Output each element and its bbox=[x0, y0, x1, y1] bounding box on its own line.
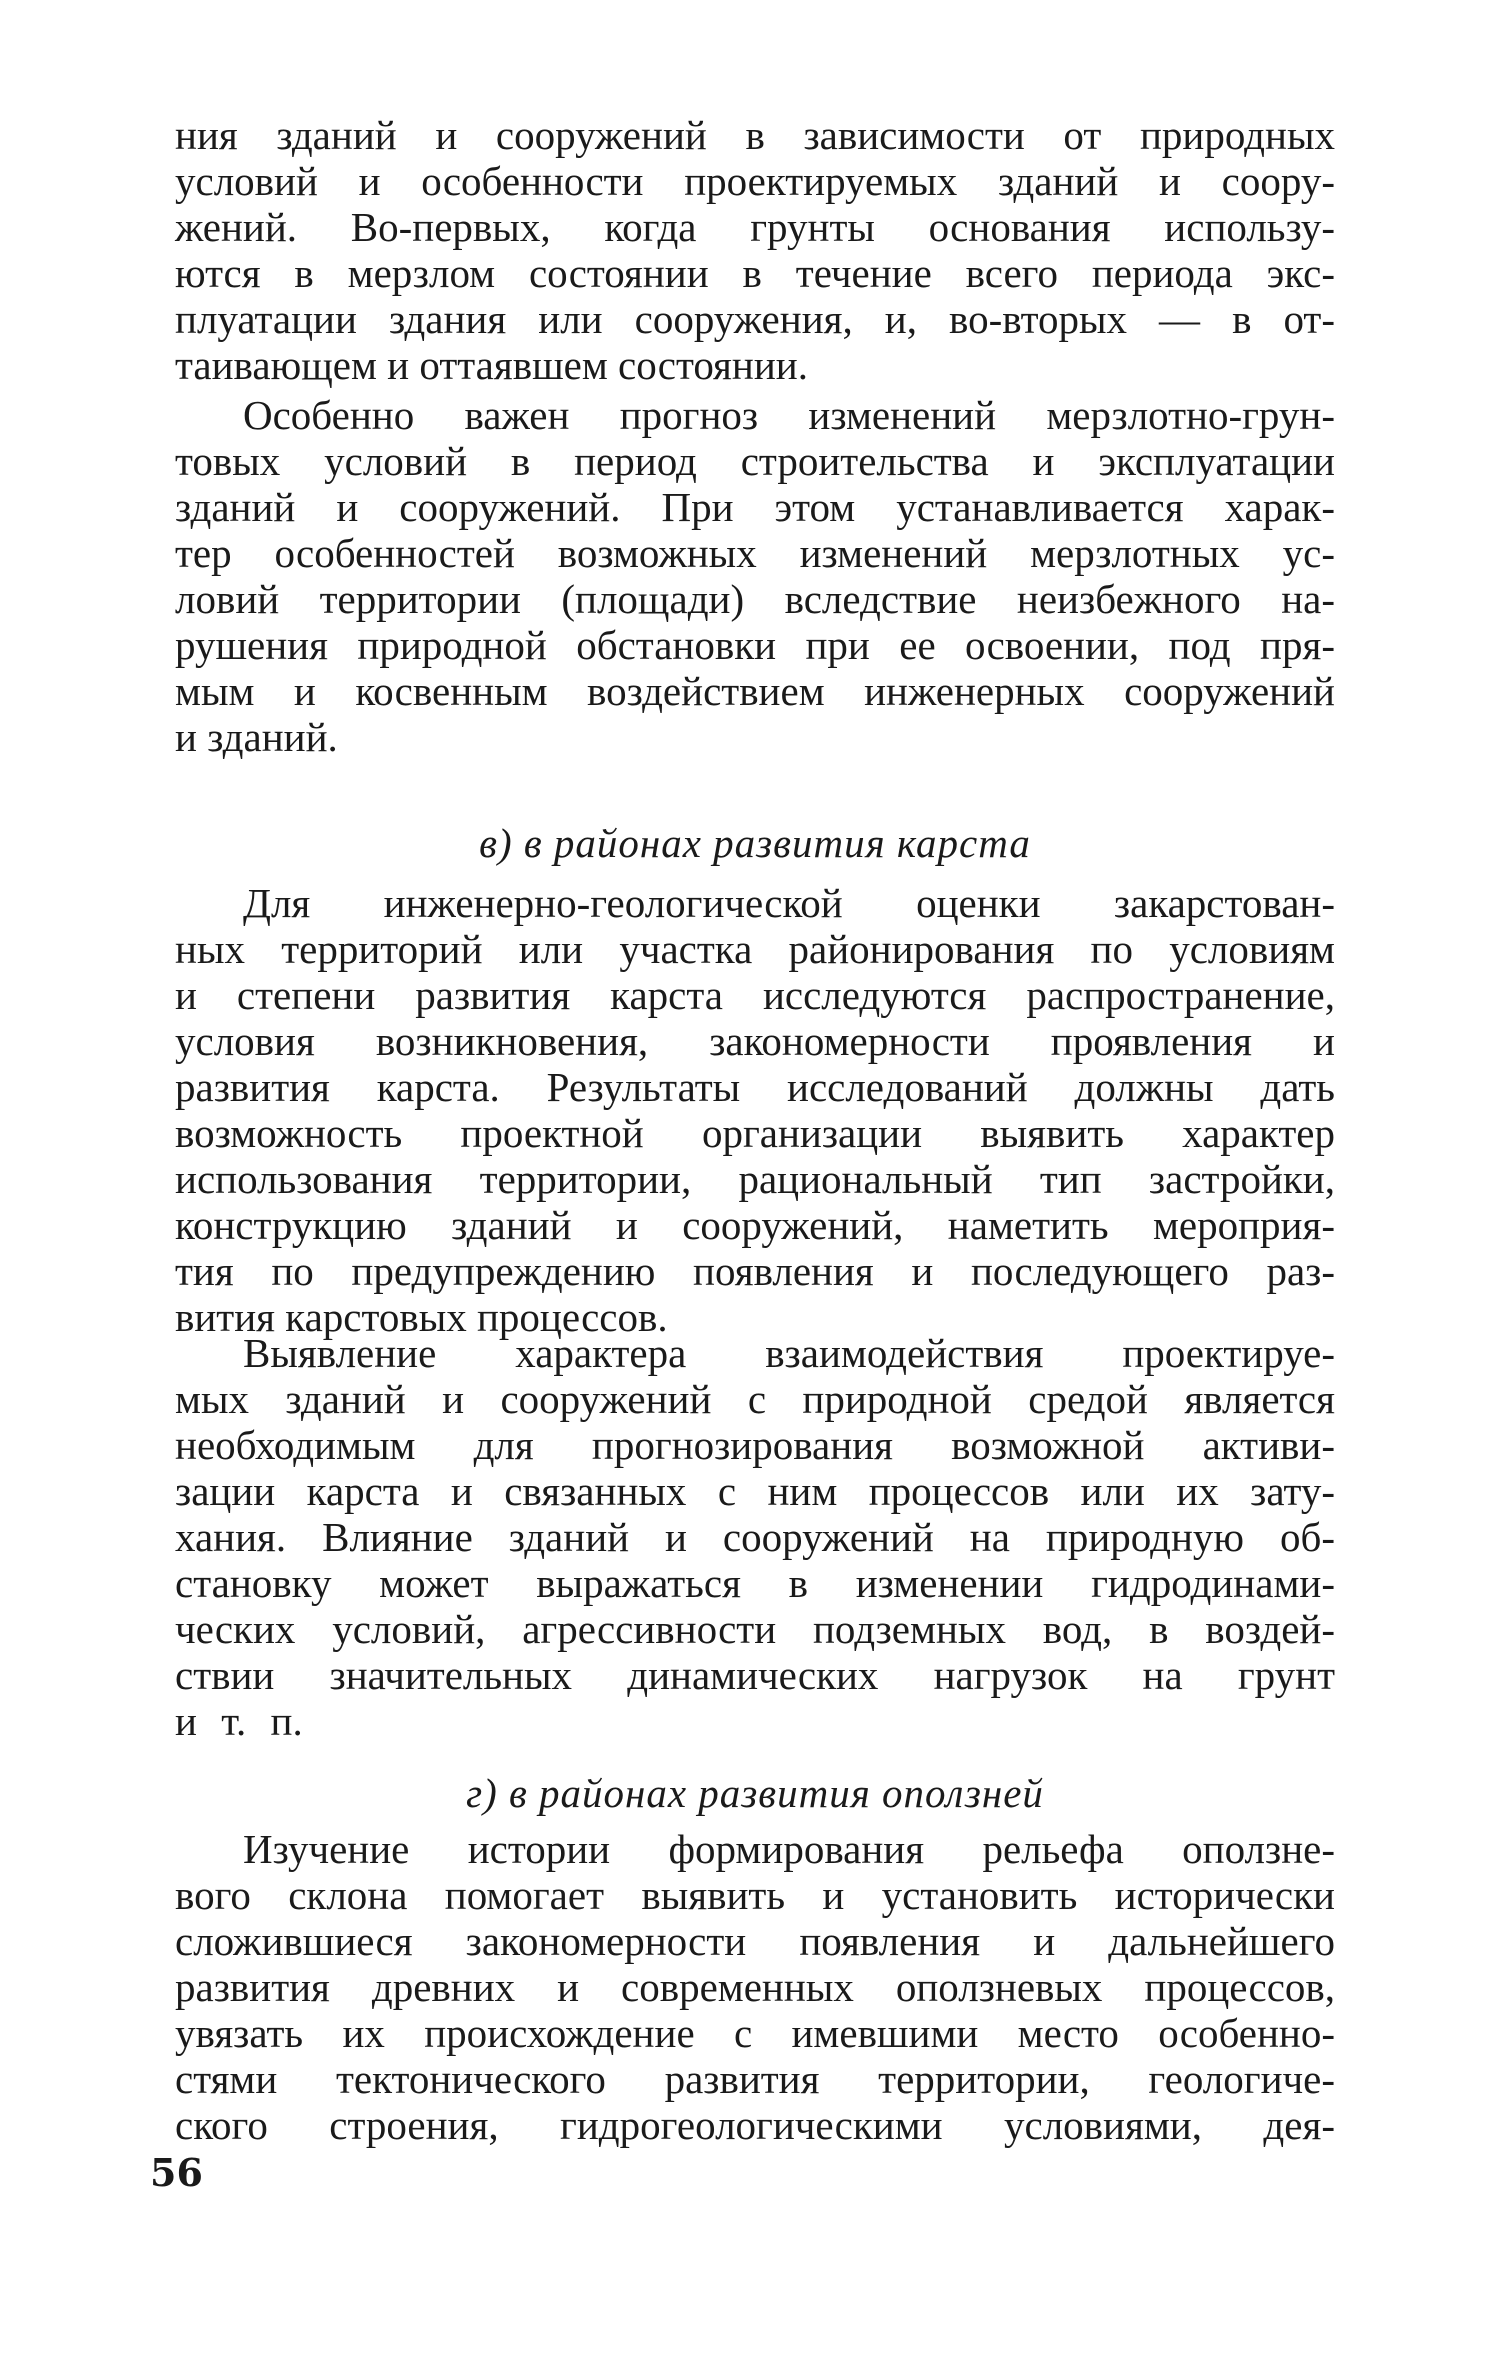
text-line: зданий и сооружений. При этом устанавливается харак- bbox=[175, 484, 1335, 530]
paragraph-5 bbox=[175, 1826, 1335, 2148]
text-line: плуатации здания или сооружения, и, во-вторых — в от- bbox=[175, 296, 1335, 342]
text-line: становку может выражаться в изменении гидродинами- bbox=[175, 1560, 1335, 1606]
paragraph-2 bbox=[175, 392, 1335, 760]
paragraph-4 bbox=[175, 1330, 1335, 1744]
text-line: зации карста и связанных с ним процессов или их зату- bbox=[175, 1468, 1335, 1514]
text-line: Особенно важен прогноз изменений мерзлотно-грун- bbox=[243, 392, 1335, 438]
text-line: вития карстовых процессов. bbox=[175, 1294, 668, 1340]
text-line: развития древних и современных оползневых процессов, bbox=[175, 1964, 1335, 2010]
text-line: вого склона помогает выявить и установить исторически bbox=[175, 1872, 1335, 1918]
text-line: Для инженерно-геологической оценки закарстован- bbox=[243, 880, 1335, 926]
text-line: мым и косвенным воздействием инженерных сооружений bbox=[175, 668, 1335, 714]
text-line: Изучение истории формирования рельефа оползне- bbox=[243, 1826, 1335, 1872]
text-line: и степени развития карста исследуются распространение, bbox=[175, 972, 1335, 1018]
text-line: и т. п. bbox=[175, 1698, 303, 1744]
text-line: условий и особенности проектируемых зданий и соору- bbox=[175, 158, 1335, 204]
text-line: ных территорий или участка районирования по условиям bbox=[175, 926, 1335, 972]
text-line: конструкцию зданий и сооружений, наметить мероприя- bbox=[175, 1202, 1335, 1248]
text-line: и зданий. bbox=[175, 714, 338, 760]
text-line: ческих условий, агрессивности подземных вод, в воздей- bbox=[175, 1606, 1335, 1652]
text-line: увязать их происхождение с имевшими место особенно- bbox=[175, 2010, 1335, 2056]
page-number: 56 bbox=[150, 2150, 203, 2195]
text-line: рушения природной обстановки при ее освоении, под пря- bbox=[175, 622, 1335, 668]
section-heading-karst: в) в районах развития карста bbox=[479, 820, 1031, 866]
text-line: стями тектонического развития территории, геологиче- bbox=[175, 2056, 1335, 2102]
text-line: ского строения, гидрогеологическими условиями, дея- bbox=[175, 2102, 1335, 2148]
text-line: ются в мерзлом состоянии в течение всего периода экс- bbox=[175, 250, 1335, 296]
text-line: необходимым для прогнозирования возможной активи- bbox=[175, 1422, 1335, 1468]
text-line: тер особенностей возможных изменений мерзлотных ус- bbox=[175, 530, 1335, 576]
text-line: мых зданий и сооружений с природной средой является bbox=[175, 1376, 1335, 1422]
text-line: ловий территории (площади) вследствие неизбежного на- bbox=[175, 576, 1335, 622]
text-line: развития карста. Результаты исследований должны дать bbox=[175, 1064, 1335, 1110]
text-line: товых условий в период строительства и эксплуатации bbox=[175, 438, 1335, 484]
text-line: ствии значительных динамических нагрузок на грунт bbox=[175, 1652, 1335, 1698]
section-heading-landslides: г) в районах развития оползней bbox=[466, 1770, 1044, 1816]
text-line: ния зданий и сооружений в зависимости от природных bbox=[175, 112, 1335, 158]
text-line: хания. Влияние зданий и сооружений на природную об- bbox=[175, 1514, 1335, 1560]
paragraph-1 bbox=[175, 112, 1335, 388]
text-line: возможность проектной организации выявить характер bbox=[175, 1110, 1335, 1156]
text-line: использования территории, рациональный тип застройки, bbox=[175, 1156, 1335, 1202]
text-line: сложившиеся закономерности появления и дальнейшего bbox=[175, 1918, 1335, 1964]
text-line: тия по предупреждению появления и последующего раз- bbox=[175, 1248, 1335, 1294]
text-line: условия возникновения, закономерности проявления и bbox=[175, 1018, 1335, 1064]
paragraph-3 bbox=[175, 880, 1335, 1340]
text-line: жений. Во-первых, когда грунты основания использу- bbox=[175, 204, 1335, 250]
text-line: таивающем и оттаявшем состоянии. bbox=[175, 342, 808, 388]
text-line: Выявление характера взаимодействия проектируе- bbox=[243, 1330, 1335, 1376]
